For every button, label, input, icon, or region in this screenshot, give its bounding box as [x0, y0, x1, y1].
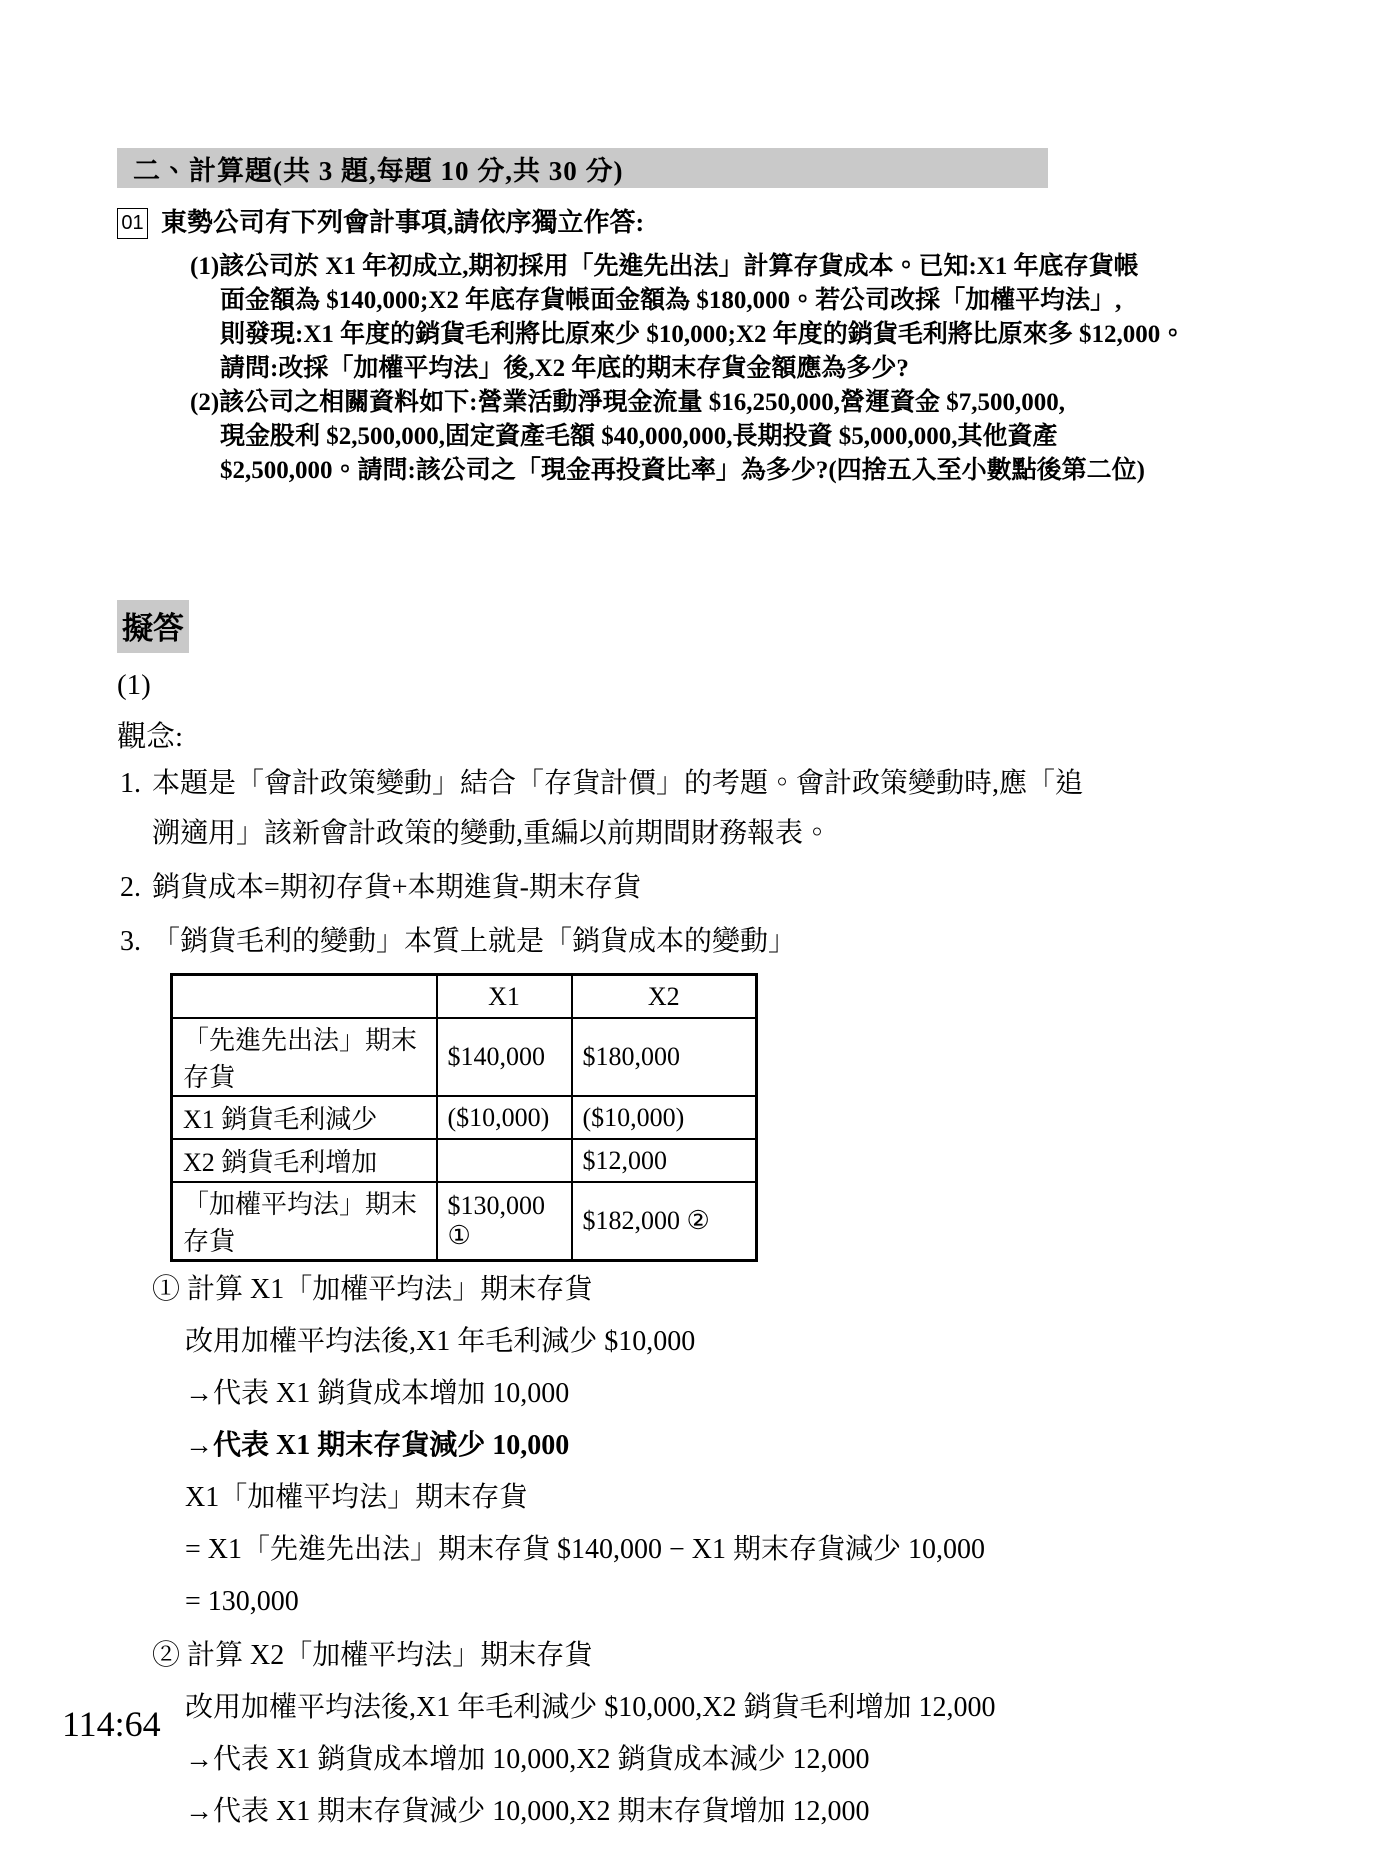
- table-row: [172, 1096, 757, 1139]
- concept-text: [152, 917, 796, 967]
- row-label: X1 銷貨毛利減少: [172, 1096, 437, 1139]
- row-x2-value: $180,000: [572, 1018, 757, 1096]
- question-intro-row: [117, 205, 1277, 241]
- step-line: = 130,000: [185, 1586, 299, 1617]
- concept-text: [152, 863, 641, 913]
- concept-number: 3.: [120, 926, 141, 957]
- section-header: [117, 148, 1048, 188]
- row-label: 「先進先出法」期末存貨: [172, 1018, 437, 1096]
- table-row: [172, 1182, 757, 1261]
- answer-part-label: (1): [117, 669, 151, 701]
- question-block: [117, 205, 1277, 488]
- concept-item-2: [117, 863, 1297, 913]
- step-line: →代表 X1 期末存貨減少 10,000,X2 期末存貨增加 12,000: [185, 1796, 870, 1827]
- question-line: 則發現:X1 年度的銷貨毛利將比原來少 $10,000;X2 年度的銷貨毛利將比原來多 $12,000。: [220, 321, 1186, 348]
- step-line-emphasized: →代表 X1 期末存貨減少 10,000: [185, 1430, 570, 1461]
- concept-line: 溯適用」該新會計政策的變動,重編以前期間財務報表。: [152, 818, 832, 849]
- table-header-x1: X1: [437, 975, 572, 1019]
- row-x2-value: ($10,000): [572, 1096, 757, 1139]
- step-line: X1「加權平均法」期末存貨: [185, 1482, 528, 1513]
- calculation-step-2: [152, 1630, 1297, 1838]
- row-label: 「加權平均法」期末存貨: [172, 1182, 437, 1261]
- section-header-title: 二、計算題(共 3 題,每題 10 分,共 30 分): [133, 155, 624, 186]
- table-header-row: [172, 975, 757, 1019]
- question-part-2: [117, 386, 1277, 488]
- answer-section: [117, 600, 1297, 1838]
- row-x1-value: $140,000: [437, 1018, 572, 1096]
- concept-item-3: [117, 917, 1297, 967]
- concept-line: 銷貨成本=期初存貨+本期進貨-期末存貨: [152, 872, 641, 903]
- page-number: 114:64: [62, 1704, 161, 1744]
- question-line: (1)該公司於 X1 年初成立,期初採用「先進先出法」計算存貨成本。已知:X1 年底存貨帳: [190, 253, 1139, 280]
- question-line: 請問:改採「加權平均法」後,X2 年底的期末存貨金額應為多少?: [220, 355, 909, 382]
- question-part-1: [117, 250, 1277, 386]
- question-number-badge: 01: [117, 208, 148, 239]
- question-line: 面金額為 $140,000;X2 年底存貨帳面金額為 $180,000。若公司改採「加權平均法」,: [220, 287, 1122, 314]
- step-line: →代表 X1 銷貨成本增加 10,000: [185, 1378, 570, 1409]
- concept-number: 1.: [120, 768, 141, 799]
- answer-heading: 擬答: [117, 600, 189, 653]
- step-line: = X1「先進先出法」期末存貨 $140,000 − X1 期末存貨減少 10,000: [185, 1534, 986, 1565]
- question-line: 現金股利 $2,500,000,固定資產毛額 $40,000,000,長期投資 $5,000,000,其他資產: [220, 423, 1058, 450]
- step-heading: ② 計算 X2「加權平均法」期末存貨: [152, 1640, 593, 1671]
- table-header-x2: X2: [572, 975, 757, 1019]
- calculation-step-1: [152, 1264, 1297, 1628]
- question-intro-text: 東勢公司有下列會計事項,請依序獨立作答:: [161, 208, 645, 237]
- row-x2-value: $12,000: [572, 1139, 757, 1182]
- row-x2-value: $182,000 ②: [572, 1182, 757, 1261]
- concept-heading: 觀念:: [117, 721, 184, 753]
- step-line: 改用加權平均法後,X1 年毛利減少 $10,000,X2 銷貨毛利增加 12,000: [185, 1692, 996, 1723]
- concept-line: 「銷貨毛利的變動」本質上就是「銷貨成本的變動」: [152, 926, 797, 957]
- row-label: X2 銷貨毛利增加: [172, 1139, 437, 1182]
- step-line: →代表 X1 銷貨成本增加 10,000,X2 銷貨成本減少 12,000: [185, 1744, 870, 1775]
- table-row: [172, 1139, 757, 1182]
- table-row: [172, 1018, 757, 1096]
- concept-line: 本題是「會計政策變動」結合「存貨計價」的考題。會計政策變動時,應「追: [152, 768, 1084, 799]
- question-line: $2,500,000。請問:該公司之「現金再投資比率」為多少?(四捨五入至小數點後第二位): [220, 457, 1145, 484]
- concept-number: 2.: [120, 872, 141, 903]
- inventory-comparison-table: [170, 973, 758, 1262]
- concept-item-1: [117, 759, 1297, 859]
- step-heading: ① 計算 X1「加權平均法」期末存貨: [152, 1274, 593, 1305]
- step-line: 改用加權平均法後,X1 年毛利減少 $10,000: [185, 1326, 696, 1357]
- row-x1-value: [437, 1139, 572, 1182]
- row-x1-value: ($10,000): [437, 1096, 572, 1139]
- table-header-empty: [172, 975, 437, 1019]
- question-line: (2)該公司之相關資料如下:營業活動淨現金流量 $16,250,000,營運資金 $7,500,000,: [190, 389, 1065, 416]
- row-x1-value: $130,000 ①: [437, 1182, 572, 1261]
- concept-text: [152, 759, 1083, 859]
